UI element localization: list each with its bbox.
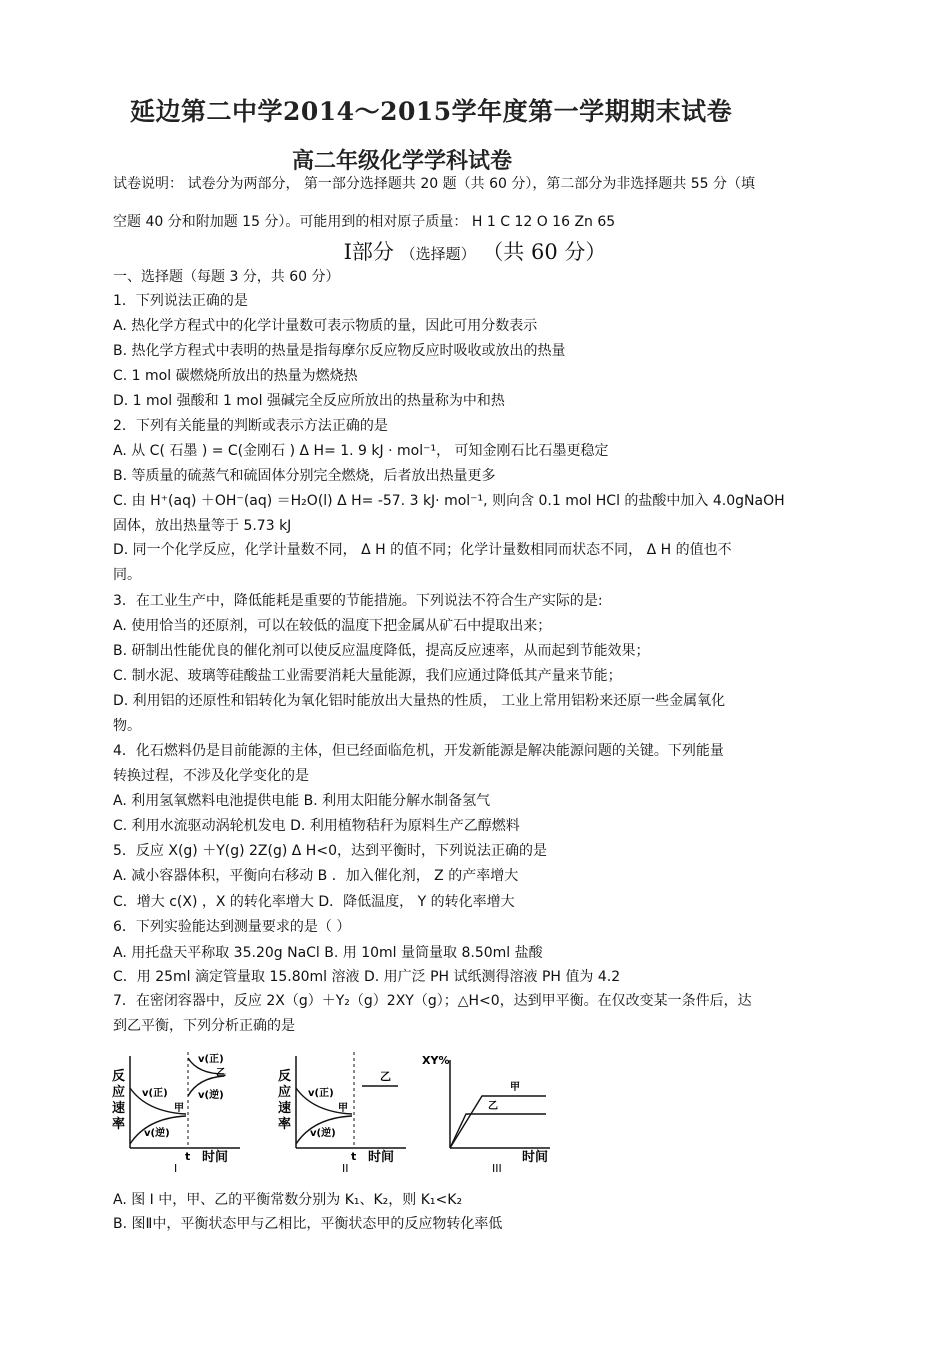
exam-title: 延边第二中学2014～2015学年度第一学期期末试卷 [130, 97, 733, 126]
graph-3-jia-line [450, 1096, 546, 1148]
graph-1-v-forward-label: v(正) [142, 1088, 168, 1099]
graph-2-jia-label: 甲 [338, 1103, 348, 1114]
part-heading [0, 236, 950, 266]
graph-1-y-label-char: 速 [112, 1101, 126, 1116]
graph-2-t-label: t [351, 1150, 357, 1163]
graph-1-v-reverse-label-2: v(逆) [198, 1090, 224, 1101]
option-line: C. 1 mol 碳燃烧所放出的热量为燃烧热 [113, 368, 358, 384]
graph-2-number: II [342, 1162, 349, 1175]
graph-2-y-label-char: 率 [278, 1117, 292, 1132]
part-heading-main: Ⅰ部分 [343, 240, 394, 264]
instruction-line: 空题 40 分和附加题 15 分）。可能用到的相对原子质量： H 1 C 12 O 16 Zn 65 [113, 214, 616, 230]
graph-2-y-label-char: 应 [278, 1085, 292, 1100]
graph-1-y-label-char: 反 [112, 1069, 126, 1084]
option-line: A. 减小容器体积，平衡向右移动 B ．加入催化剂， Z 的产率增大 [113, 868, 519, 884]
option-line: 固体，放出热量等于 5.73 kJ [113, 518, 292, 534]
option-line: A. 使用恰当的还原剂，可以在较低的温度下把金属从矿石中提取出来； [113, 618, 552, 634]
graph-3-yi-line [450, 1114, 546, 1148]
graph-2-y-label-char: 反 [278, 1069, 292, 1084]
part-heading-end: （共 60 分） [482, 240, 607, 264]
option-line: 物。 [113, 718, 141, 734]
option-line: D. 1 mol 强酸和 1 mol 强碱完全反应所放出的热量称为中和热 [113, 393, 505, 409]
section-heading: 一、选择题（每题 3 分，共 60 分） [113, 269, 340, 285]
graph-3-x-label: 时间 [522, 1150, 549, 1165]
question-stem: 7．在密闭容器中，反应 2X（g）＋Y₂（g）2XY（g）；△H<0，达到甲平衡。在仅改变某一条件后，达 [113, 993, 752, 1009]
graph-1 [112, 1046, 252, 1176]
graph-2-x-label: 时间 [368, 1150, 395, 1165]
question-stem: 3．在工业生产中，降低能耗是重要的节能措施。下列说法不符合生产实际的是: [113, 593, 603, 609]
question-stem: 到乙平衡，下列分析正确的是 [113, 1018, 295, 1034]
exam-subtitle: 高二年级化学学科试卷 [292, 148, 513, 174]
graph-2 [278, 1046, 418, 1176]
question-stem: 转换过程，不涉及化学变化的是 [113, 768, 309, 784]
option-line: B. 图Ⅱ中，平衡状态甲与乙相比，平衡状态甲的反应物转化率低 [113, 1216, 503, 1232]
graph-1-yi-label: 乙 [216, 1068, 226, 1079]
option-line: C. 利用水流驱动涡轮机发电 D. 利用植物秸秆为原料生产乙醇燃料 [113, 818, 520, 834]
option-line: A. 图 Ⅰ 中，甲、乙的平衡常数分别为 K₁、K₂，则 K₁<K₂ [113, 1192, 463, 1208]
graph-1-jia-label: 甲 [174, 1103, 184, 1114]
graph-3-y-label: XY% [422, 1054, 450, 1067]
graph-1-y-label-char: 率 [112, 1117, 126, 1132]
option-line: C. 制水泥、玻璃等硅酸盐工业需要消耗大量能源，我们应通过降低其产量来节能； [113, 668, 622, 684]
option-line: 同。 [113, 567, 141, 583]
question-stem: 1．下列说法正确的是 [113, 293, 248, 309]
option-line: A. 利用氢氧燃料电池提供电能 B. 利用太阳能分解水制备氢气 [113, 793, 491, 809]
part-heading-middle: （选择题） [400, 245, 476, 263]
option-line: A. 从 C( 石墨 ) = C(金刚石 ) Δ H= 1. 9 kJ · mol⁻¹， 可知金刚石比石墨更稳定 [113, 443, 609, 459]
option-line: B. 热化学方程式中表明的热量是指每摩尔反应物反应时吸收或放出的热量 [113, 343, 566, 359]
option-line: D. 同一个化学反应，化学计量数不同， Δ H 的值不同；化学计量数相同而状态不同， Δ H 的值也不 [113, 542, 732, 558]
question-stem: 5．反应 X(g) ＋Y(g) 2Z(g) Δ H<0，达到平衡时，下列说法正确的是 [113, 843, 547, 859]
graph-1-x-label: 时间 [202, 1150, 229, 1165]
graph-2-yi-label: 乙 [380, 1070, 391, 1083]
graph-1-y-label-char: 应 [112, 1085, 126, 1100]
option-line: B. 研制出性能优良的催化剂可以使反应温度降低，提高反应速率，从而起到节能效果； [113, 643, 650, 659]
option-line: C. 由 H⁺(aq) ＋OH⁻(aq) ＝H₂O(l) Δ H= -57. 3 kJ· mol⁻¹, 则向含 0.1 mol HCl 的盐酸中加入 4.0gNaOH [113, 493, 785, 509]
graph-1-number: I [174, 1162, 178, 1175]
graph-3-yi-label: 乙 [488, 1101, 498, 1112]
option-line: C．增大 c(X) ，X 的转化率增大 D．降低温度， Y 的转化率增大 [113, 894, 515, 910]
graph-1-v-forward-label-2: v(正) [198, 1054, 224, 1065]
question-stem: 4．化石燃料仍是目前能源的主体，但已经面临危机，开发新能源是解决能源问题的关键。下列能量 [113, 743, 724, 759]
graph-2-y-label-char: 速 [278, 1101, 292, 1116]
option-line: B. 等质量的硫蒸气和硫固体分别完全燃烧，后者放出热量更多 [113, 468, 496, 484]
graph-2-v-forward-label: v(正) [308, 1088, 334, 1099]
graph-2-v-reverse-label: v(逆) [310, 1128, 336, 1139]
option-line: D. 利用铝的还原性和铝转化为氧化铝时能放出大量热的性质， 工业上常用铝粉来还原一些金属氧化 [113, 693, 726, 709]
option-line: A. 用托盘天平称取 35.20g NaCl B. 用 10ml 量筒量取 8.50ml 盐酸 [113, 945, 543, 961]
graph-1-v-reverse-label: v(逆) [144, 1128, 170, 1139]
question-stem: 6．下列实验能达到测量要求的是（ ） [113, 919, 351, 935]
option-line: A. 热化学方程式中的化学计量数可表示物质的量，因此可用分数表示 [113, 318, 538, 334]
graph-3-jia-label: 甲 [510, 1082, 520, 1093]
graph-3-number: III [492, 1162, 502, 1175]
graph-1-t-label: t [185, 1150, 191, 1163]
graph-3 [422, 1046, 562, 1176]
question-stem: 2．下列有关能量的判断或表示方法正确的是 [113, 418, 388, 434]
instruction-line: 试卷说明： 试卷分为两部分， 第一部分选择题共 20 题（共 60 分），第二部分为非选择题共 55 分（填 [113, 176, 756, 192]
option-line: C．用 25ml 滴定管量取 15.80ml 溶液 D. 用广泛 PH 试纸测得溶液 PH 值为 4.2 [113, 969, 621, 985]
